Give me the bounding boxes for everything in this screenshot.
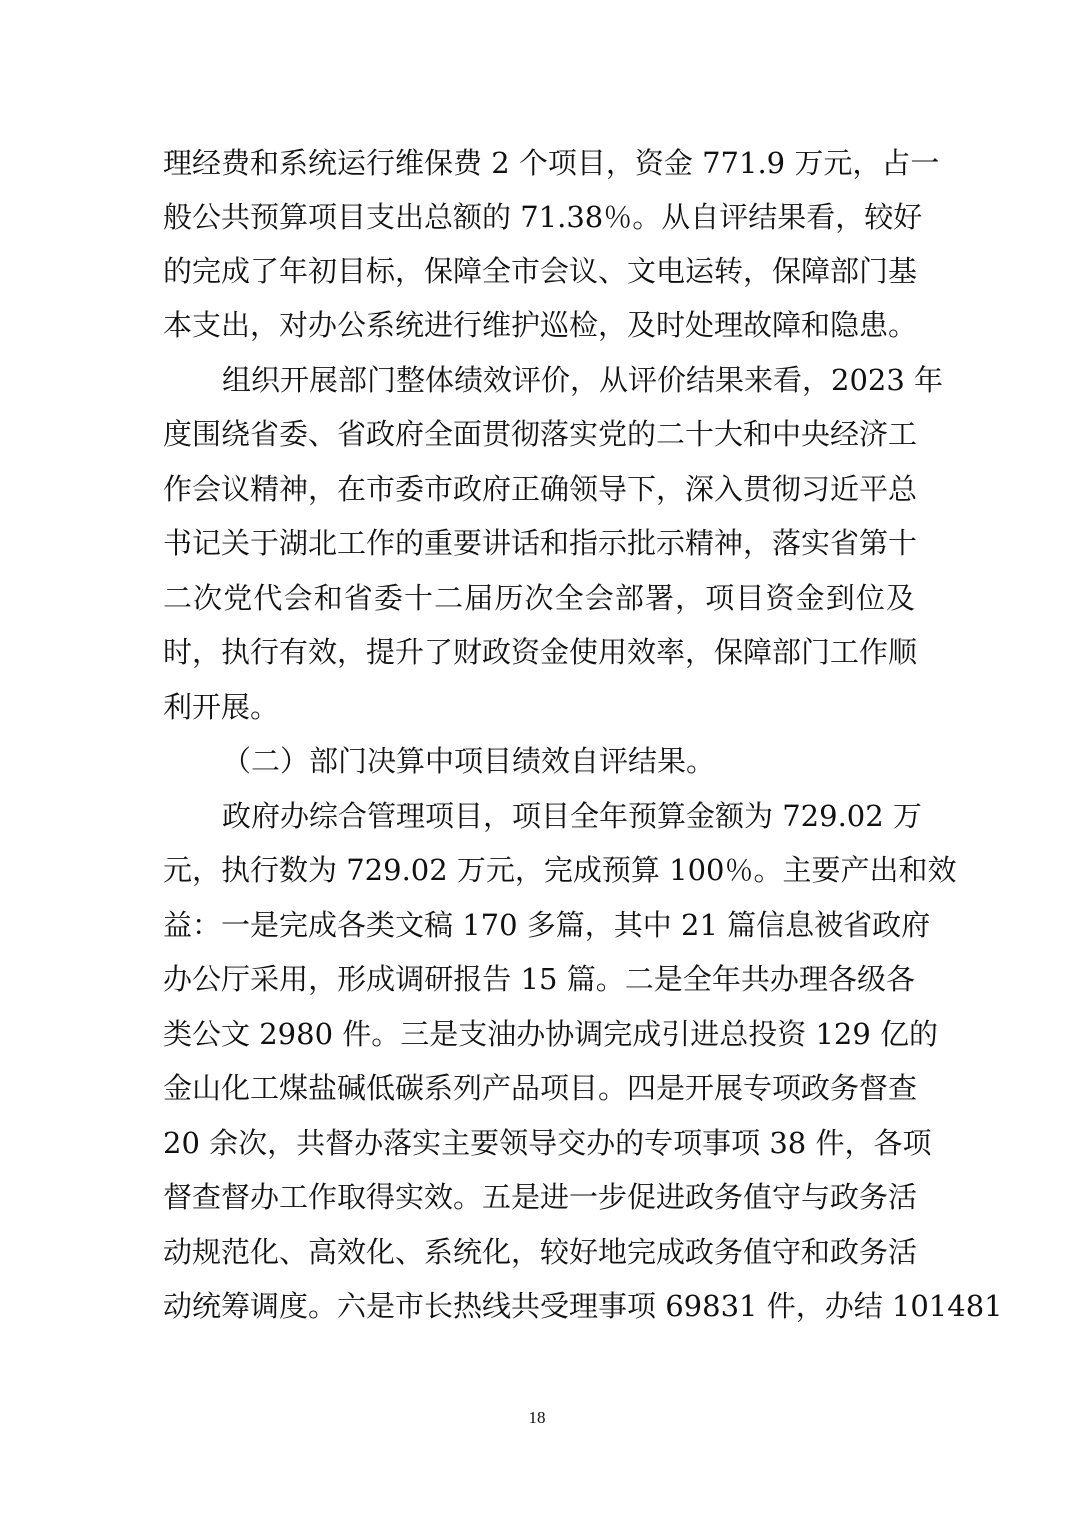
body-text-line: 度围绕省委、省政府全面贯彻落实党的二十大和中央经济工 bbox=[163, 417, 918, 451]
body-text-line: 益：一是完成各类文稿 170 多篇，其中 21 篇信息被省政府 bbox=[163, 908, 931, 942]
section-heading: （二）部门决算中项目绩效自评结果。 bbox=[222, 744, 716, 778]
body-text-line: 动统筹调度。六是市长热线共受理事项 69831 件，办结 101481 bbox=[163, 1289, 1003, 1323]
body-text-line: 金山化工煤盐碱低碳系列产品项目。四是开展专项政务督查 bbox=[163, 1071, 918, 1105]
body-text-line: 元，执行数为 729.02 万元，完成预算 100％。主要产出和效 bbox=[163, 853, 957, 887]
body-text-line: 办公厅采用，形成调研报告 15 篇。二是全年共办理各级各 bbox=[163, 962, 915, 996]
paragraph-first-line: 政府办综合管理项目，项目全年预算金额为 729.02 万 bbox=[222, 799, 922, 833]
body-text-line: 作会议精神，在市委市政府正确领导下，深入贯彻习近平总 bbox=[163, 472, 918, 506]
paragraph-first-line: 组织开展部门整体绩效评价，从评价结果来看，2023 年 bbox=[222, 363, 944, 397]
body-text-line: 20 余次，共督办落实主要领导交办的专项事项 38 件，各项 bbox=[163, 1126, 932, 1160]
body-text-line: 理经费和系统运行维保费 2 个项目，资金 771.9 万元，占一 bbox=[163, 146, 940, 180]
body-text-line: 时，执行有效，提升了财政资金使用效率，保障部门工作顺 bbox=[163, 635, 918, 669]
body-text-line: 书记关于湖北工作的重要讲话和指示批示精神，落实省第十 bbox=[163, 526, 918, 560]
paragraph-last-line: 利开展。 bbox=[163, 690, 280, 724]
body-text-line: 二次党代会和省委十二届历次全会部署，项目资金到位及 bbox=[163, 581, 915, 615]
body-text-line: 本支出，对办公系统进行维护巡检，及时处理故障和隐患。 bbox=[163, 308, 918, 342]
body-text-line: 类公文 2980 件。三是支油办协调完成引进总投资 129 亿的 bbox=[163, 1017, 939, 1051]
body-text-line: 的完成了年初目标，保障全市会议、文电运转，保障部门基 bbox=[163, 254, 918, 288]
body-text-line: 般公共预算项目支出总额的 71.38％。从自评结果看，较好 bbox=[163, 200, 923, 234]
body-text-line: 动规范化、高效化、系统化，较好地完成政务值守和政务活 bbox=[163, 1235, 918, 1269]
page-number: 18 bbox=[528, 1408, 546, 1427]
body-text-line: 督查督办工作取得实效。五是进一步促进政务值守与政务活 bbox=[163, 1180, 918, 1214]
